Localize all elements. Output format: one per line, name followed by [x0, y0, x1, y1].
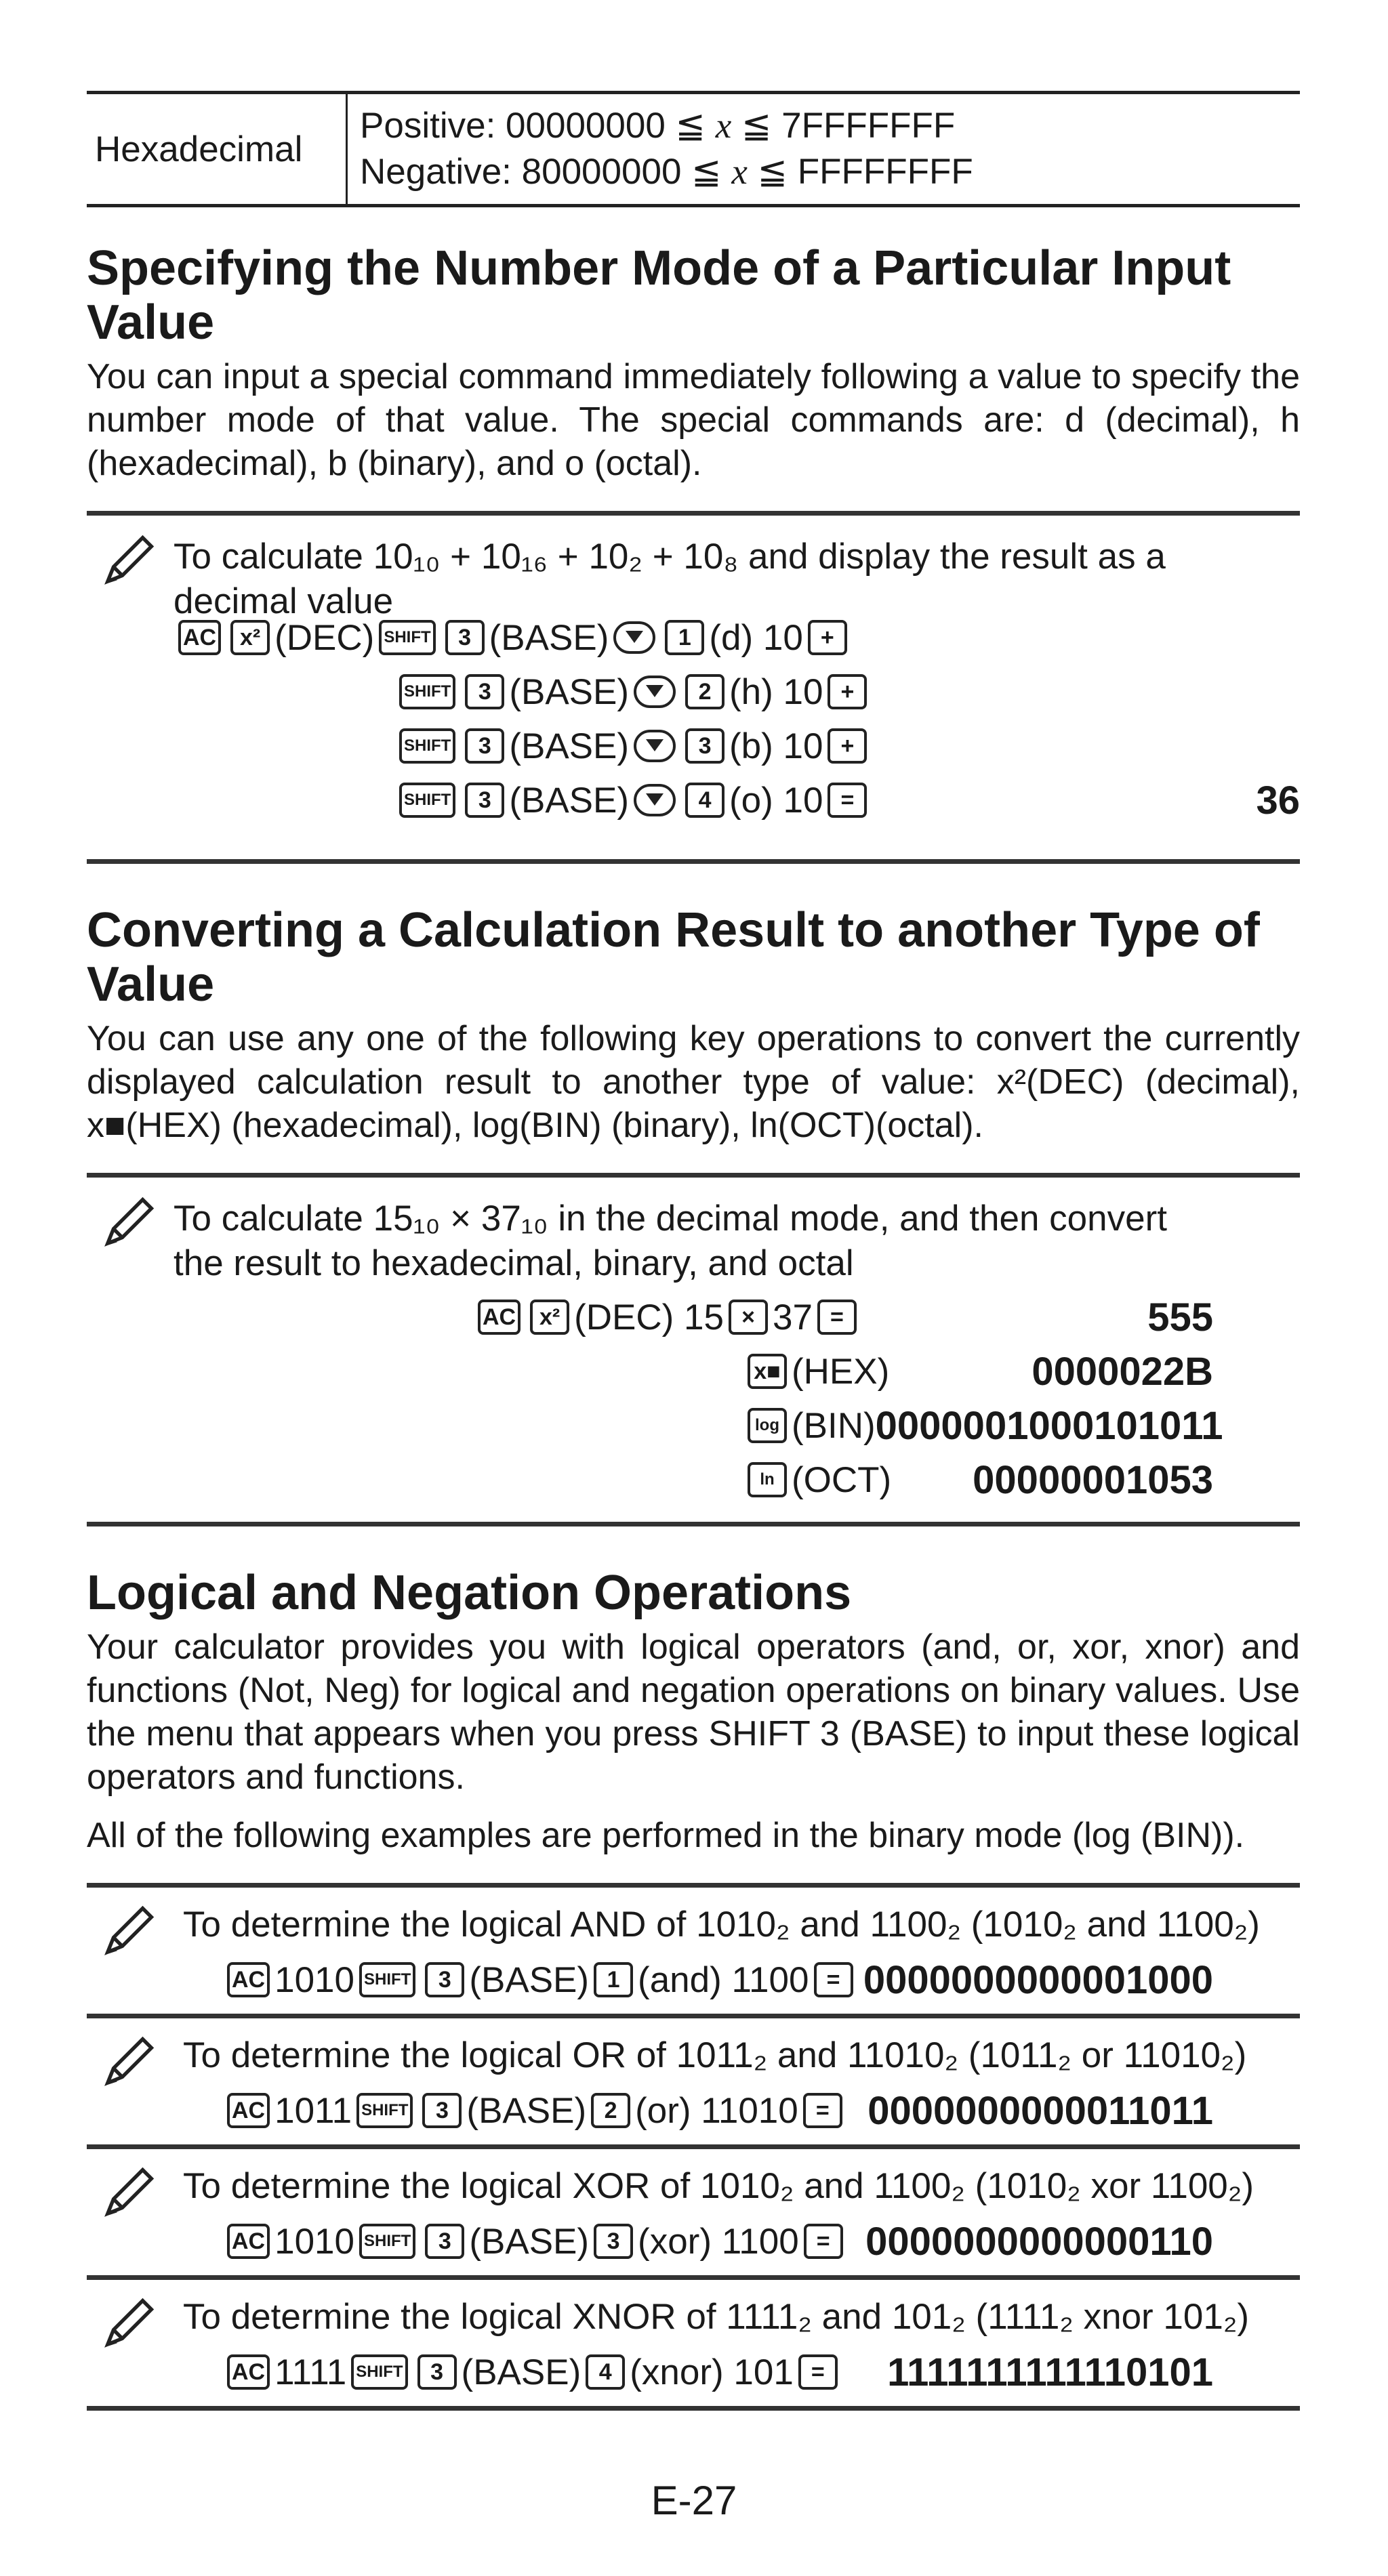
ac-key: AC: [178, 620, 221, 655]
key-sequence-line: [222, 2214, 1213, 2268]
key-label: (OCT): [792, 1459, 892, 1500]
shift-key: SHIFT: [379, 620, 435, 655]
operator-label: (and): [638, 1959, 722, 2000]
shift-key: SHIFT: [399, 674, 455, 709]
section-title: Specifying the Number Mode of a Particular Input Value: [87, 241, 1231, 350]
times-key: ×: [729, 1300, 768, 1335]
shift-key: SHIFT: [399, 783, 455, 818]
section-body: You can use any one of the following key operations to convert the currently displayed calculation result to another type of value: x²(DEC) (decimal), x■(HEX) (hexadecimal), log(BIN) (binary), ln(OCT)(octal).: [87, 1019, 1300, 1145]
example-title: To calculate 10₁₀ + 10₁₆ + 10₂ + 10₈ and display the result as a decimal value: [174, 537, 1166, 621]
pencil-icon: [99, 1194, 157, 1252]
equals-key: =: [804, 2224, 843, 2259]
example-box: [87, 2149, 1300, 2280]
key-label: (d) 10: [709, 617, 803, 658]
range-var: x: [731, 152, 748, 192]
pencil-icon: [99, 2033, 157, 2092]
section-body: Your calculator provides you with logical operators (and, or, xor, xnor) and functions (Not, Neg) for logical and negation operations on binary values. Use the menu that appears when you press SHIFT 3 (BASE) to input these logical operators and functions.: [87, 1627, 1300, 1797]
3-key: 3: [465, 783, 504, 818]
key-label: (HEX): [792, 1351, 890, 1392]
example-title: [174, 1197, 1167, 1286]
operator-key: 2: [591, 2093, 630, 2128]
operand: 1010: [274, 1959, 355, 2000]
ac-key: AC: [227, 2093, 270, 2128]
1-key: 1: [665, 620, 704, 655]
ac-key: AC: [227, 1962, 270, 1997]
key-label: (BASE): [489, 617, 609, 658]
shift-key: SHIFT: [351, 2354, 407, 2390]
x-squared-key: x²: [530, 1300, 569, 1335]
down-arrow-key-icon: [634, 730, 676, 762]
example-box: [87, 1883, 1300, 2018]
key-sequence-line: [174, 610, 1300, 665]
key-label: (h) 10: [729, 671, 823, 712]
3-key: 3: [422, 2093, 462, 2128]
operator-key: 4: [586, 2354, 625, 2390]
plus-key: +: [828, 674, 867, 709]
key-label: (b) 10: [729, 726, 823, 766]
x-squared-key: x²: [230, 620, 270, 655]
key-sequence-line: [87, 1290, 1213, 1344]
operand: 1100: [721, 2221, 799, 2262]
down-arrow-key-icon: [634, 784, 676, 816]
key-sequence-line: [174, 665, 1300, 719]
log-key: log: [748, 1408, 787, 1443]
key-label: (DEC): [274, 617, 375, 658]
equals-key: =: [817, 1300, 857, 1335]
range-var: x: [715, 106, 732, 146]
range-label: Hexadecimal: [87, 94, 348, 204]
negative-range-prefix: Negative: 80000000 ≦: [360, 152, 722, 192]
example-box: [87, 2018, 1300, 2149]
example-title: To determine the logical AND of 1010₂ and 1100₂ (1010₂ and 1100₂): [183, 1905, 1260, 1945]
key-label: (BASE): [466, 2090, 587, 2131]
page-number: E-27: [651, 2478, 737, 2523]
key-label: (o) 10: [729, 780, 823, 820]
key-label: (BASE): [469, 1959, 590, 2000]
result-value: 1111111111110101: [887, 2350, 1213, 2394]
plus-key: +: [828, 728, 867, 764]
key-sequence-line: [222, 2345, 1213, 2399]
pencil-icon: [99, 1903, 157, 1961]
key-label: (BASE): [509, 726, 630, 766]
section-title: Logical and Negation Operations: [87, 1566, 852, 1620]
range-table: [87, 91, 1300, 207]
operator-key: 1: [594, 1962, 633, 1997]
key-sequence-line: [87, 1398, 1223, 1453]
equals-key: =: [798, 2354, 838, 2390]
example-box: [87, 511, 1300, 864]
example-title: To determine the logical XNOR of 1111₂ and 101₂ (1111₂ xnor 101₂): [183, 2297, 1250, 2337]
positive-range-suffix: ≦ 7FFFFFFF: [741, 106, 956, 146]
result-value: 0000000000000110: [865, 2219, 1213, 2264]
key-sequence-line: [222, 1953, 1213, 2007]
ln-key: ln: [748, 1462, 787, 1497]
operand: 1010: [274, 2221, 355, 2262]
hex-key: x■: [748, 1354, 787, 1389]
logic-examples: [87, 1883, 1300, 2411]
ac-key: AC: [227, 2354, 270, 2390]
key-label: (BASE): [469, 2221, 590, 2262]
result-value: 0000000000001000: [863, 1957, 1213, 2002]
key-sequence-line: [87, 1453, 1213, 1507]
down-arrow-key-icon: [634, 676, 676, 708]
plus-key: +: [808, 620, 847, 655]
operator-label: (xor): [638, 2221, 712, 2262]
key-label: (BASE): [509, 780, 630, 820]
example-title-line: To calculate 15₁₀ × 37₁₀ in the decimal mode, and then convert: [174, 1199, 1167, 1239]
section-title: Converting a Calculation Result to another Type of Value: [87, 903, 1260, 1012]
4-key: 4: [685, 783, 724, 818]
example-box: [87, 1173, 1300, 1526]
3-key: 3: [425, 2224, 464, 2259]
example-title: To determine the logical OR of 1011₂ and 11010₂ (1011₂ or 11010₂): [183, 2035, 1247, 2075]
negative-range-suffix: ≦ FFFFFFFF: [757, 152, 973, 192]
3-key: 3: [417, 2354, 457, 2390]
section-body: You can input a special command immediately following a value to specify the number mode of that value. The special commands are: d (decimal), h (hexadecimal), b (binary), and o (octal).: [87, 357, 1300, 483]
range-values: [348, 94, 973, 204]
operand: 1100: [731, 1959, 809, 2000]
down-arrow-key-icon: [613, 621, 655, 654]
3-key: 3: [425, 1962, 464, 1997]
operand: 11010: [701, 2090, 798, 2131]
3-key: 3: [445, 620, 485, 655]
3-key: 3: [465, 728, 504, 764]
shift-key: SHIFT: [359, 1962, 415, 1997]
operator-label: (or): [635, 2090, 691, 2131]
key-label: (DEC): [574, 1297, 674, 1337]
operand: 37: [773, 1297, 813, 1337]
equals-key: =: [803, 2093, 842, 2128]
example-title: To determine the logical XOR of 1010₂ and 1100₂ (1010₂ xor 1100₂): [183, 2166, 1254, 2206]
pencil-icon: [99, 2295, 157, 2353]
example-title-line: the result to hexadecimal, binary, and octal: [174, 1243, 854, 1283]
shift-key: SHIFT: [399, 728, 455, 764]
3-key: 3: [685, 728, 724, 764]
2-key: 2: [685, 674, 724, 709]
key-label: (BASE): [509, 671, 630, 712]
shift-key: SHIFT: [359, 2224, 415, 2259]
key-sequence-line: [222, 2083, 1213, 2138]
shift-key: SHIFT: [356, 2093, 413, 2128]
result-value: 0000001000101011: [875, 1403, 1223, 1448]
key-sequence-line: [174, 719, 1300, 773]
result-value: 0000000000011011: [868, 2088, 1213, 2133]
operand: 1011: [274, 2090, 352, 2131]
positive-range-prefix: Positive: 00000000 ≦: [360, 106, 706, 146]
key-label: (BIN): [792, 1405, 876, 1446]
key-label: (BASE): [461, 2352, 581, 2392]
ac-key: AC: [478, 1300, 520, 1335]
result-value: 555: [1147, 1295, 1213, 1339]
operator-key: 3: [594, 2224, 633, 2259]
pencil-icon: [99, 2164, 157, 2222]
operand: 15: [684, 1297, 724, 1337]
key-sequence-line: [174, 773, 1300, 827]
3-key: 3: [465, 674, 504, 709]
equals-key: =: [828, 783, 867, 818]
operand: 101: [733, 2352, 794, 2392]
result-value: 0000022B: [1032, 1349, 1213, 1394]
operator-label: (xnor): [630, 2352, 724, 2392]
operand: 1111: [274, 2352, 347, 2392]
key-sequence-line: [87, 1344, 1213, 1398]
example-box: [87, 2280, 1300, 2411]
ac-key: AC: [227, 2224, 270, 2259]
section-body: All of the following examples are performed in the binary mode (log (BIN)).: [87, 1816, 1245, 1855]
result-value: 00000001053: [973, 1457, 1213, 1502]
equals-key: =: [814, 1962, 853, 1997]
manual-page: [87, 0, 1300, 2411]
result-value: 36: [1256, 778, 1300, 823]
pencil-icon: [99, 532, 157, 590]
